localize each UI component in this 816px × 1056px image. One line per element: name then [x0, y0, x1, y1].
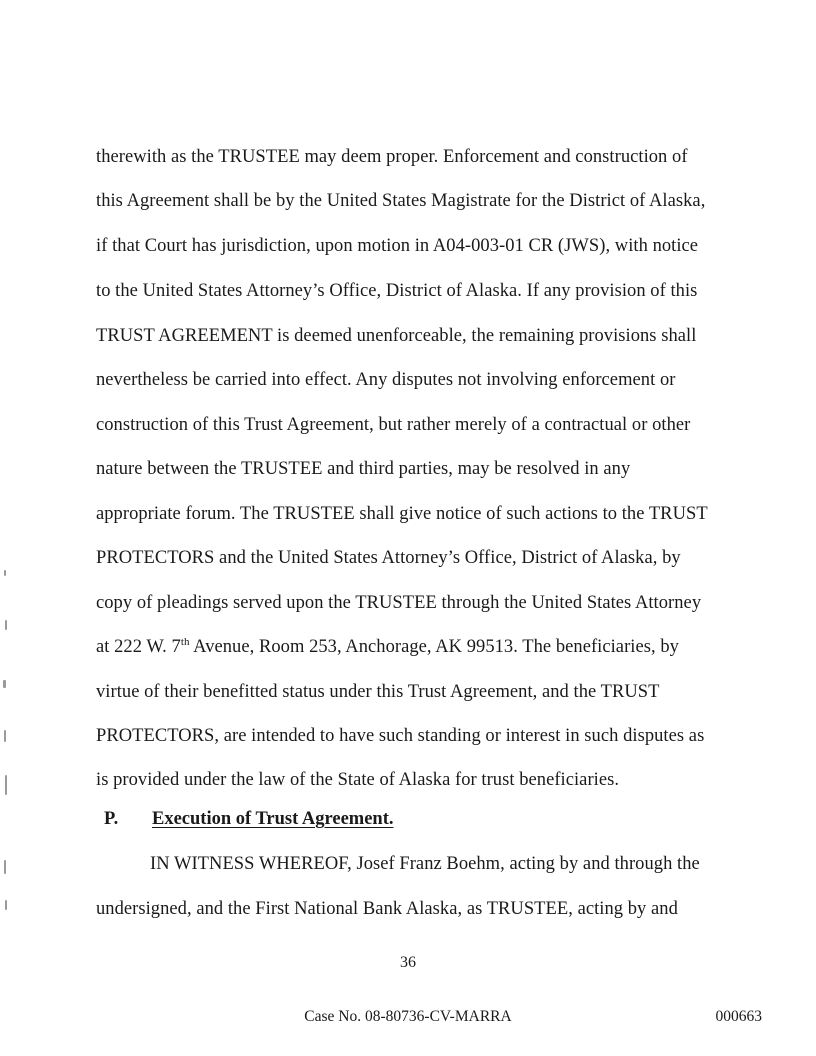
section-heading — [104, 808, 394, 830]
scan-speck — [5, 900, 7, 910]
body-line-12 — [96, 636, 679, 658]
scan-speck — [5, 620, 7, 630]
bates-number: 000663 — [715, 1008, 762, 1025]
witness-line-1: IN WITNESS WHEREOF, Josef Franz Boehm, acting by and through the — [150, 854, 700, 874]
body-line-15: is provided under the law of the State of Alaska for trust beneficiaries. — [96, 770, 620, 790]
scan-speck — [4, 860, 6, 874]
section-letter: P. — [104, 809, 119, 829]
body-line-7: construction of this Trust Agreement, but rather merely of a contractual or other — [96, 415, 691, 435]
body-line-8: nature between the TRUSTEE and third parties, may be resolved in any — [96, 459, 631, 479]
body-line-3: if that Court has jurisdiction, upon motion in A04-003-01 CR (JWS), with notice — [96, 236, 699, 256]
scan-speck — [4, 730, 6, 742]
body-line-10: PROTECTORS and the United States Attorney’s Office, District of Alaska, by — [96, 548, 681, 568]
scan-speck — [3, 680, 6, 688]
scan-speck — [5, 775, 7, 795]
body-line-2: this Agreement shall be by the United States Magistrate for the District of Alaska, — [96, 191, 706, 211]
ordinal-superscript: th — [180, 636, 190, 648]
section-title: Execution of Trust Agreement. — [152, 809, 394, 829]
body-line-9: appropriate forum. The TRUSTEE shall give notice of such actions to the TRUST — [96, 504, 708, 524]
scan-speck — [4, 570, 6, 576]
body-line-4: to the United States Attorney’s Office, District of Alaska. If any provision of this — [96, 281, 698, 301]
body-line-1: therewith as the TRUSTEE may deem proper. Enforcement and construction of — [96, 147, 688, 167]
scan-margin-marks — [2, 560, 10, 940]
address-text-before: at 222 W. 7 — [96, 637, 181, 657]
address-text-after: Avenue, Room 253, Anchorage, AK 99513. The beneficiaries, by — [189, 637, 679, 657]
body-line-6: nevertheless be carried into effect. Any disputes not involving enforcement or — [96, 370, 676, 390]
case-number: Case No. 08-80736-CV-MARRA — [304, 1008, 512, 1025]
body-line-5: TRUST AGREEMENT is deemed unenforceable, the remaining provisions shall — [96, 326, 697, 346]
body-line-13: virtue of their benefitted status under this Trust Agreement, and the TRUST — [96, 682, 660, 702]
body-line-14: PROTECTORS, are intended to have such standing or interest in such disputes as — [96, 726, 705, 746]
witness-line-2: undersigned, and the First National Bank Alaska, as TRUSTEE, acting by and — [96, 899, 678, 919]
body-line-11: copy of pleadings served upon the TRUSTEE through the United States Attorney — [96, 593, 702, 613]
page-number: 36 — [400, 954, 416, 971]
